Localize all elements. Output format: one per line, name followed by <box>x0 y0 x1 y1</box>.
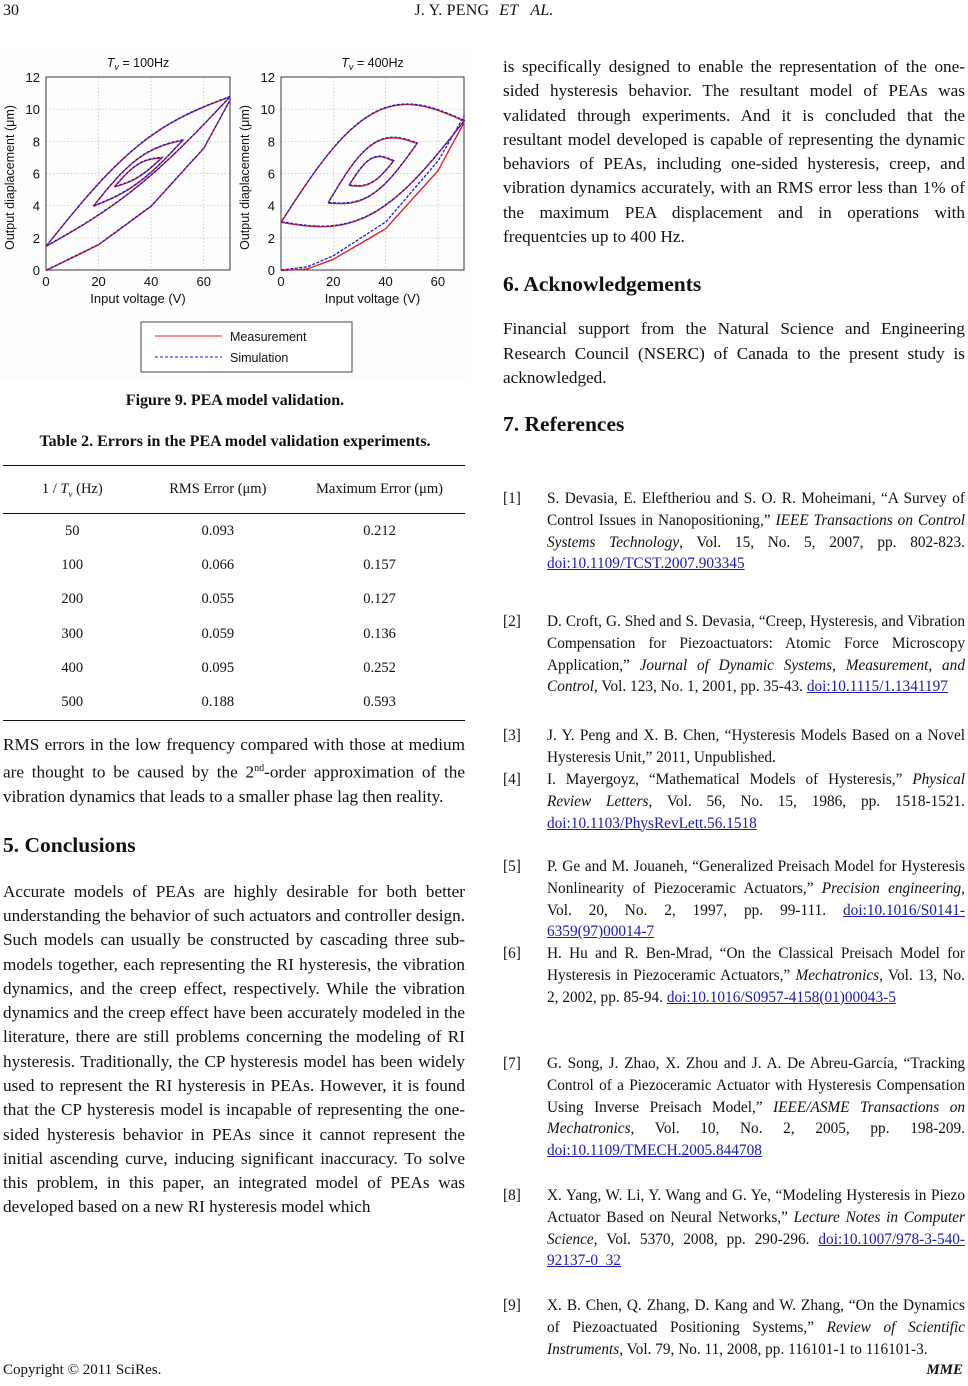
table-row <box>3 583 465 617</box>
doi-link[interactable]: doi:10.1016/S0141-6359(97)00014-7 <box>547 901 965 941</box>
reference-item <box>503 1295 965 1360</box>
reference-text <box>547 1185 965 1272</box>
cell-frequency: 200 <box>61 591 84 608</box>
y-tick-label: 6 <box>267 166 275 182</box>
x-tick-label: 40 <box>143 274 159 289</box>
x-axis-label: Input voltage (V) <box>90 291 186 306</box>
cell-rms-error: 0.055 <box>201 591 235 608</box>
y-axis-label: Output diaplacement (μm) <box>3 105 17 250</box>
col-header-max-error: Maximum Error (μm) <box>294 466 465 514</box>
journal-abbrev: MME <box>926 1362 963 1378</box>
results-paragraph: RMS errors in the low frequency compared with those at medium are thought to be caused by the 2nd-order approximation of the vibration dynamics that leads to a smaller phase lag then reality. <box>3 735 465 807</box>
reference-item <box>503 725 965 769</box>
conclusions-paragraph-2: is specifically designed to enable the representation of the one-sided hysteresis behavior. The resultant model of PEAs was validated through experiments. And it is concluded that the resultant model developed is capable of representing the dynamic behaviors of PEAs, including one-sided hysteresis, creep, and vibration dynamics accurately, with an RMS error less than 1% of the maximum PEA displacement and in operations with frequentcies up to 400 Hz. <box>503 57 965 247</box>
cell-max-error: 0.127 <box>363 591 396 608</box>
reference-number: [7] <box>503 1055 521 1072</box>
x-tick-label: 0 <box>277 274 285 289</box>
running-header-authors: J. Y. PENG <box>414 2 490 19</box>
x-tick-label: 0 <box>42 274 50 289</box>
table-header-row <box>3 466 465 514</box>
y-tick-label: 6 <box>32 166 40 182</box>
reference-item <box>503 943 965 1008</box>
table-row <box>3 651 465 685</box>
reference-text <box>547 1295 965 1360</box>
reference-number: [9] <box>503 1297 521 1314</box>
table-row <box>3 514 465 549</box>
reference-details: , Vol. 10, No. 2, 2005, pp. 198-209. <box>630 1120 965 1138</box>
x-axis-label: Input voltage (V) <box>324 291 421 306</box>
reference-authors-title: X. Yang, W. Li, Y. Wang and G. Ye, “Modeling Hysteresis in Piezo Actuator Based on Neural Networks,” <box>547 1187 965 1226</box>
running-header <box>0 2 968 20</box>
y-tick-label: 4 <box>32 198 40 214</box>
y-tick-label: 8 <box>267 134 275 150</box>
figure-9-plots <box>0 50 470 380</box>
doi-link[interactable]: doi:10.1109/TCST.2007.903345 <box>547 555 745 573</box>
cell-frequency: 400 <box>61 659 84 676</box>
cell-rms-error: 0.188 <box>142 685 294 720</box>
cell-rms-error: 0.059 <box>201 625 235 642</box>
section-heading-references: 7. References <box>503 412 625 437</box>
reference-journal: IEEE Transactions on Control Systems Technology <box>547 511 965 551</box>
reference-text <box>547 943 965 1008</box>
plot-title-T: T <box>341 56 349 70</box>
y-tick-label: 12 <box>25 70 40 85</box>
legend-measurement-label: Measurement <box>230 330 307 344</box>
x-tick-label: 60 <box>430 274 446 289</box>
figure-9 <box>0 50 470 380</box>
y-tick-label: 2 <box>32 230 40 246</box>
section-heading-conclusions: 5. Conclusions <box>3 832 136 857</box>
y-tick-label: 2 <box>267 230 275 246</box>
figure-9-caption: Figure 9. PEA model validation. <box>125 392 345 409</box>
doi-link[interactable]: doi:10.1115/1.1341197 <box>806 678 948 696</box>
reference-text <box>547 856 965 943</box>
x-tick-label: 20 <box>91 274 106 289</box>
reference-journal: IEEE/ASME Transactions on Mechatronics <box>547 1098 965 1138</box>
cell-max-error: 0.136 <box>363 625 396 642</box>
reference-number: [6] <box>503 945 521 962</box>
doi-link[interactable]: doi:10.1007/978-3-540-92137-0_32 <box>547 1230 965 1270</box>
col-header-rms-error: RMS Error (μm) <box>142 466 294 514</box>
y-tick-label: 8 <box>32 134 40 150</box>
section-heading-acknowledgements: 6. Acknowledgements <box>503 272 702 297</box>
table-2-caption: Table 2. Errors in the PEA model validation experiments. <box>39 433 431 450</box>
cell-frequency: 50 <box>65 522 80 539</box>
page-number: 30 <box>3 2 19 19</box>
reference-list <box>503 488 966 1358</box>
cell-max-error: 0.157 <box>363 556 396 573</box>
reference-authors-title: H. Hu and R. Ben-Mrad, “On the Classical Preisach Model for Hysteresis in Piezoceramic Actuators,” <box>547 945 965 984</box>
table-row <box>3 548 465 582</box>
doi-link[interactable]: doi:10.1016/S0957-4158(01)00043-5 <box>666 988 896 1006</box>
reference-authors-title: I. Mayergoyz, “Mathematical Models of Hysteresis,” <box>547 771 913 788</box>
reference-authors-title: S. Devasia, E. Eleftheriou and S. O. R. Moheimani, “A Survey of Control Issues in Nanopositioning,” <box>547 490 965 529</box>
conclusions-paragraph-1: Accurate models of PEAs are highly desirable for both better understanding the behavior of such actuators and controller design. Such models can usually be constructed by cascading three sub-models together, each representing the RI hysteresis, the vibration dynamics, and the creep effect, respectively. While the vibration dynamics and the creep effect have been accurately modeled in the literature, there are still problems concerning the modeling of RI hysteresis. Traditionally, the CP hysteresis model has been widely used to represent the RI hysteresis in PEAs. However, it is found that the CP hysteresis model is incapable of representing the one-sided hysteresis behavior in PEAs since it cannot represent the initial ascending curve, inducing significant inaccuracy. To solve this problem, in this paper, an integrated model of PEAs was developed based on a new RI hysteresis model which <box>3 881 465 1217</box>
reference-journal: Mechatronics <box>795 966 880 984</box>
y-tick-label: 10 <box>260 102 275 118</box>
doi-link[interactable]: doi:10.1103/PhysRevLett.56.1518 <box>547 814 757 832</box>
reference-item <box>503 1053 965 1162</box>
reference-journal: Physical Review Letters <box>547 771 965 810</box>
running-header-et: ET <box>499 2 519 19</box>
y-tick-label: 12 <box>260 70 275 85</box>
cell-rms-error: 0.093 <box>201 522 235 539</box>
reference-details: , Vol. 56, No. 15, 1986, pp. 1518-1521. <box>648 792 965 810</box>
reference-journal: Precision engineering <box>821 879 962 897</box>
reference-number: [5] <box>503 858 521 875</box>
table-row <box>3 617 465 651</box>
plot-title-value: = 400Hz <box>353 56 404 70</box>
reference-authors-title: J. Y. Peng and X. B. Chen, “Hysteresis Models Based on a Novel Hysteresis Unit,” 2011, Unpublished. <box>547 727 965 766</box>
y-tick-label: 4 <box>267 198 275 214</box>
reference-number: [1] <box>503 490 521 507</box>
running-header-al: AL. <box>530 2 554 19</box>
reference-details: , Vol. 15, No. 5, 2007, pp. 802-823. <box>679 533 966 551</box>
legend-simulation-label: Simulation <box>230 351 289 365</box>
cell-frequency: 500 <box>3 685 142 720</box>
reference-details: , Vol. 20, No. 2, 1997, pp. 99-111. <box>547 879 965 919</box>
x-tick-label: 40 <box>378 274 393 289</box>
plot-title-sub: v <box>348 62 354 72</box>
reference-text <box>547 488 965 575</box>
acknowledgements-paragraph: Financial support from the Natural Science and Engineering Research Council (NSERC) of Canada to the present study is acknowledged. <box>503 319 965 387</box>
y-tick-label: 10 <box>25 102 40 118</box>
reference-number: [4] <box>503 771 521 788</box>
reference-text <box>547 725 965 769</box>
reference-text <box>547 611 965 698</box>
plot-title-sub: v <box>114 62 119 72</box>
legend <box>141 322 352 372</box>
reference-journal: Journal of Dynamic Systems, Measurement, and Control <box>547 656 965 696</box>
cell-frequency: 300 <box>61 625 84 642</box>
y-tick-label: 0 <box>32 263 40 278</box>
x-tick-label: 60 <box>196 274 211 289</box>
y-axis-label: Output diaplacement (μm) <box>238 105 252 250</box>
reference-number: [2] <box>503 613 521 630</box>
x-tick-label: 20 <box>326 274 341 289</box>
reference-text <box>547 1053 965 1162</box>
reference-authors-title: G. Song, J. Zhao, X. Zhou and J. A. De Abreu-García, “Tracking Control of a Piezoceramic Actuator with Hysteresis Compensation Using Inverse Preisach Model,” <box>547 1055 965 1116</box>
reference-details: , Vol. 123, No. 1, 2001, pp. 35-43. <box>594 678 807 696</box>
reference-number: [3] <box>503 727 521 744</box>
reference-item <box>503 856 965 943</box>
y-tick-label: 0 <box>267 263 275 278</box>
reference-details: , Vol. 13, No. 2, 2002, pp. 85-94. <box>547 966 965 1006</box>
reference-journal: Review of Scientific Instruments <box>547 1318 965 1358</box>
reference-journal: Lecture Notes in Computer Science <box>547 1208 965 1248</box>
plot-title-T: T <box>106 56 115 70</box>
reference-number: [8] <box>503 1187 521 1204</box>
reference-item <box>503 611 965 698</box>
cell-max-error: 0.212 <box>363 522 396 539</box>
table-row <box>3 685 465 720</box>
table-2 <box>3 465 465 721</box>
reference-details: , Vol. 79, No. 11, 2008, pp. 116101-1 to 116101-3. <box>619 1340 928 1358</box>
reference-text <box>547 769 965 834</box>
reference-authors-title: X. B. Chen, Q. Zhang, D. Kang and W. Zhang, “On the Dynamics of Piezoactuated Positioning Systems,” <box>547 1297 965 1336</box>
cell-frequency: 100 <box>61 556 84 573</box>
doi-link[interactable]: doi:10.1109/TMECH.2005.844708 <box>547 1142 762 1160</box>
cell-rms-error: 0.095 <box>201 659 235 676</box>
reference-item <box>503 769 965 834</box>
col-header-frequency: $1 / T_v$ (Hz) <box>3 466 142 514</box>
reference-authors-title: D. Croft, G. Shed and S. Devasia, “Creep, Hysteresis, and Vibration Compensation for Piezoactuators: Atomic Force Microscopy Application,” <box>547 613 965 674</box>
cell-max-error: 0.593 <box>294 685 465 720</box>
reference-item <box>503 1185 965 1272</box>
reference-authors-title: P. Ge and M. Jouaneh, “Generalized Preisach Model for Hysteresis Nonlinearity of Piezoceramic Actuators,” <box>547 858 965 897</box>
reference-item <box>503 488 965 575</box>
cell-rms-error: 0.066 <box>201 556 235 573</box>
plot-title-value: = 100Hz <box>118 56 170 70</box>
cell-max-error: 0.252 <box>363 659 396 676</box>
copyright-notice: Copyright © 2011 SciRes. <box>3 1362 162 1378</box>
reference-details: , Vol. 5370, 2008, pp. 290-296. <box>593 1230 819 1248</box>
